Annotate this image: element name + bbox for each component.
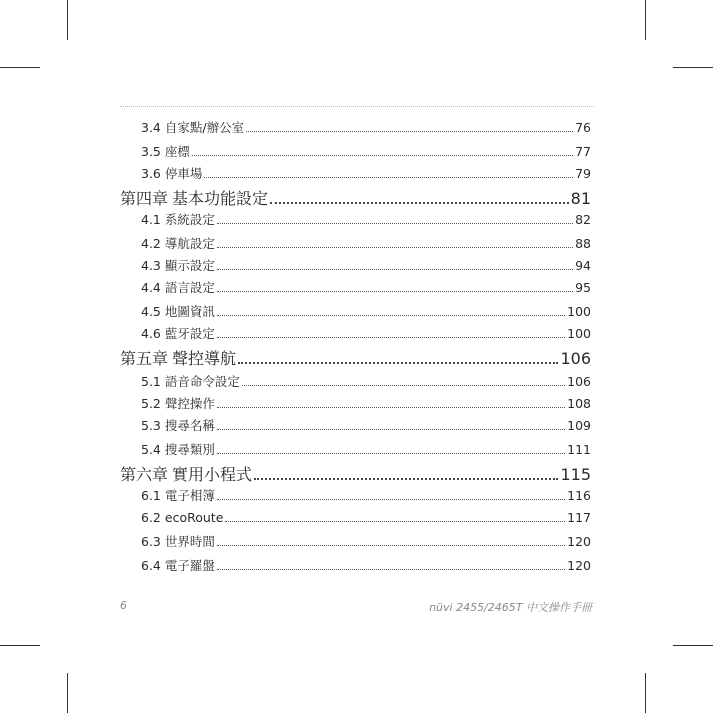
toc-entry-page: 115 <box>560 465 591 484</box>
toc-dot-leader <box>217 453 565 454</box>
toc-chapter-entry[interactable] <box>120 186 591 206</box>
toc-entry-number: 5.3 <box>141 418 161 433</box>
page-number: 6 <box>120 599 127 612</box>
toc-chapter-entry[interactable] <box>120 346 591 366</box>
manual-title: nüvi 2455/2465T 中文操作手冊 <box>429 601 592 614</box>
toc-entry-number: 5.4 <box>141 442 161 457</box>
toc-entry-number: 6.4 <box>141 558 161 573</box>
toc-entry-title: 電子羅盤 <box>164 558 215 573</box>
toc-entry-title: 聲控操作 <box>164 396 215 411</box>
toc-entry-title: 停車場 <box>164 166 203 181</box>
toc-section-entry[interactable] <box>141 486 591 502</box>
toc-dot-leader <box>242 385 565 386</box>
toc-dot-leader <box>192 155 573 156</box>
toc-chapter-entry[interactable] <box>120 462 591 482</box>
toc-section-entry[interactable] <box>141 440 591 456</box>
toc-entry-number: 4.2 <box>141 236 161 251</box>
toc-entry-page: 77 <box>575 144 591 159</box>
toc-entry-page: 106 <box>560 349 591 368</box>
toc-dot-leader <box>204 177 573 178</box>
toc-entry-page: 88 <box>575 236 591 251</box>
toc-entry-number: 4.6 <box>141 326 161 341</box>
toc-entry-page: 81 <box>570 189 591 208</box>
toc-dot-leader <box>217 569 565 570</box>
toc-entry-title: 搜尋類別 <box>164 442 215 457</box>
toc-section-entry[interactable] <box>141 302 591 318</box>
toc-entry-number: 第四章 <box>120 189 169 208</box>
toc-section-entry[interactable] <box>141 556 591 572</box>
toc-section-entry[interactable] <box>141 210 591 226</box>
toc-dot-leader <box>217 545 565 546</box>
toc-entry-number: 6.1 <box>141 488 161 503</box>
toc-entry-page: 106 <box>567 374 591 389</box>
toc-entry-page: 116 <box>567 488 591 503</box>
toc-section-entry[interactable] <box>141 256 591 272</box>
toc-entry-number: 3.4 <box>141 120 161 135</box>
toc-dot-leader <box>254 478 558 480</box>
toc-entry-title: 自家點/辦公室 <box>164 120 245 135</box>
toc-dot-leader <box>217 407 565 408</box>
toc-entry-title: 系統設定 <box>164 212 215 227</box>
toc-entry-number: 4.1 <box>141 212 161 227</box>
toc-entry-title: 語言設定 <box>164 280 215 295</box>
toc-dot-leader <box>238 362 558 364</box>
toc-entry-page: 109 <box>567 418 591 433</box>
toc-dot-leader <box>270 202 569 204</box>
toc-entry-title: 藍牙設定 <box>164 326 215 341</box>
toc-dot-leader <box>246 131 573 132</box>
toc-entry-number: 4.3 <box>141 258 161 273</box>
toc-entry-title: 聲控導航 <box>172 349 237 368</box>
toc-entry-number: 5.1 <box>141 374 161 389</box>
toc-dot-leader <box>217 269 573 270</box>
toc-dot-leader <box>217 337 565 338</box>
toc-section-entry[interactable] <box>141 372 591 388</box>
toc-entry-page: 79 <box>575 166 591 181</box>
toc-section-entry[interactable] <box>141 324 591 340</box>
toc-dot-leader <box>217 223 573 224</box>
toc-entry-title: 語音命令設定 <box>164 374 240 389</box>
toc-entry-number: 6.2 <box>141 510 161 525</box>
toc-dot-leader <box>217 499 565 500</box>
toc-dot-leader <box>225 521 565 522</box>
toc-entry-page: 111 <box>567 442 591 457</box>
toc-section-entry[interactable] <box>141 394 591 410</box>
toc-entry-number: 第六章 <box>120 465 169 484</box>
toc-entry-page: 94 <box>575 258 591 273</box>
toc-entry-number: 4.4 <box>141 280 161 295</box>
toc-entry-page: 108 <box>567 396 591 411</box>
toc-entry-page: 100 <box>567 304 591 319</box>
toc-entry-page: 120 <box>567 558 591 573</box>
toc-section-entry[interactable] <box>141 416 591 432</box>
toc-section-entry[interactable] <box>141 118 591 134</box>
toc-dot-leader <box>217 247 573 248</box>
toc-section-entry[interactable] <box>141 532 591 548</box>
toc-entry-page: 95 <box>575 280 591 295</box>
toc-entry-page: 76 <box>575 120 591 135</box>
toc-section-entry[interactable] <box>141 278 591 294</box>
toc-entry-number: 6.3 <box>141 534 161 549</box>
toc-entry-title: 搜尋名稱 <box>164 418 215 433</box>
toc-entry-title: 顯示設定 <box>164 258 215 273</box>
toc-dot-leader <box>217 429 565 430</box>
toc-entry-title: 實用小程式 <box>172 465 253 484</box>
toc-entry-title: ecoRoute <box>164 510 224 525</box>
toc-section-entry[interactable] <box>141 142 591 158</box>
toc-dot-leader <box>217 291 573 292</box>
toc-section-entry[interactable] <box>141 510 591 526</box>
toc-entry-page: 120 <box>567 534 591 549</box>
toc-entry-number: 4.5 <box>141 304 161 319</box>
toc-entry-number: 3.6 <box>141 166 161 181</box>
toc-entry-number: 3.5 <box>141 144 161 159</box>
toc-entry-title: 地圖資訊 <box>164 304 215 319</box>
toc-entry-page: 117 <box>567 510 591 525</box>
toc-entry-page: 100 <box>567 326 591 341</box>
toc-entry-title: 座標 <box>164 144 190 159</box>
toc-entry-page: 82 <box>575 212 591 227</box>
toc-entry-title: 導航設定 <box>164 236 215 251</box>
toc-entry-title: 世界時間 <box>164 534 215 549</box>
toc-entry-title: 電子相簿 <box>164 488 215 503</box>
toc-entry-number: 第五章 <box>120 349 169 368</box>
toc-section-entry[interactable] <box>141 164 591 180</box>
toc-entry-title: 基本功能設定 <box>172 189 269 208</box>
toc-section-entry[interactable] <box>141 234 591 250</box>
toc-dot-leader <box>217 315 565 316</box>
toc-entry-number: 5.2 <box>141 396 161 411</box>
